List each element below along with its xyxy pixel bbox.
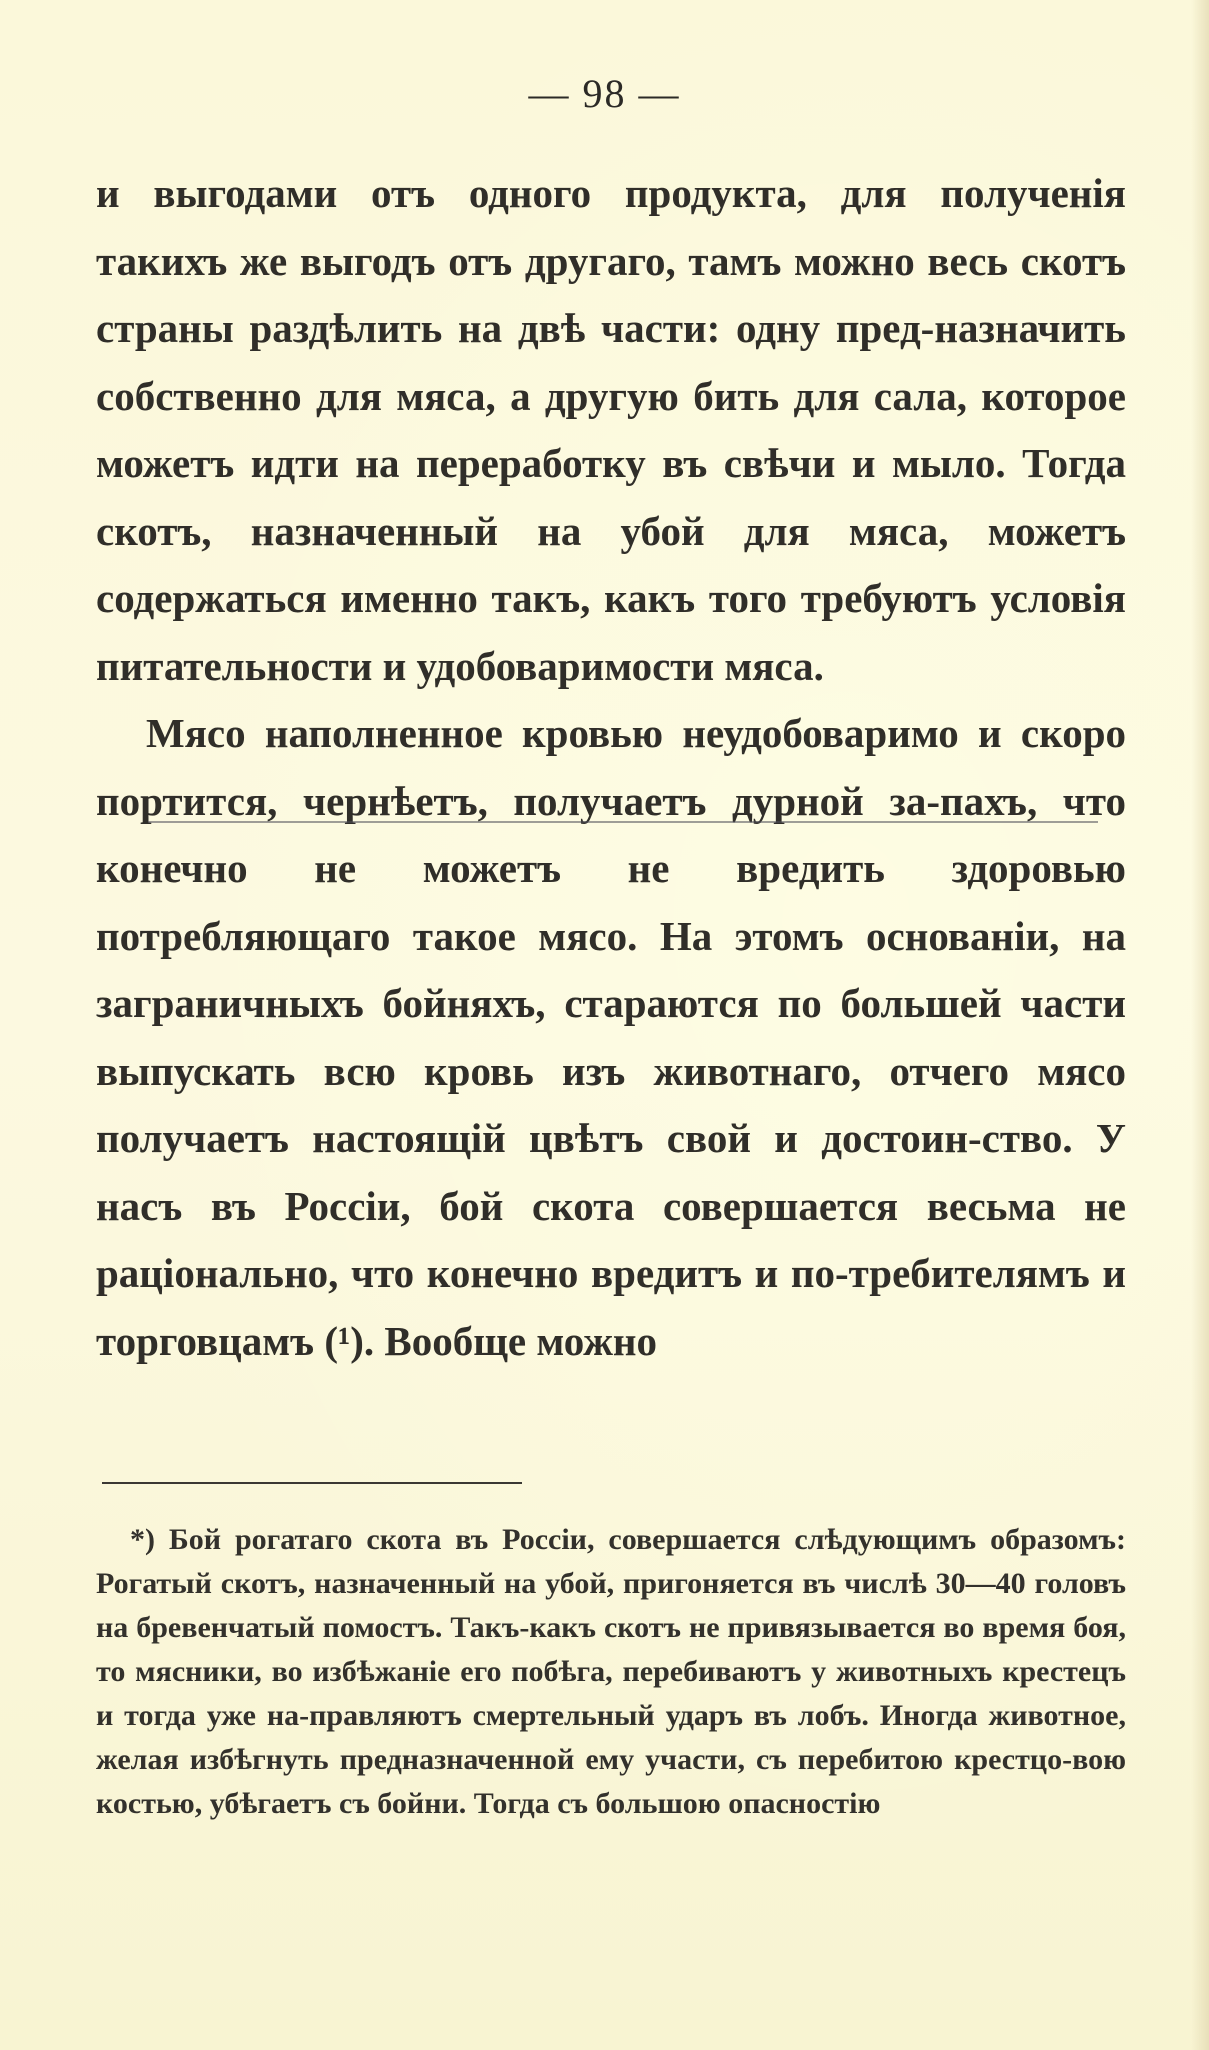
footnote (96, 1518, 1126, 1826)
footnote-separator (102, 1482, 522, 1484)
paragraph-1: и выгодами отъ одного продукта, для полученія такихъ же выгодъ отъ другаго, тамъ можно весь скотъ страны раздѣлить на двѣ части: одну пред-назначить собственно для мяса, а другую бить для сала, которое можетъ идти на переработку въ свѣчи и мыло. Тогда скотъ, назначенный на убой для мяса, можетъ содержаться именно такъ, какъ того требуютъ условія питательности и удобоваримости мяса. (96, 170, 1126, 689)
footnote-text: *) Бой рогатаго скота въ Россіи, совершается слѣдующимъ образомъ: Рогатый скотъ, назначенный на убой, пригоняется въ числѣ 30—40 головъ на бревенчатый помостъ. Такъ-какъ скотъ не привязывается во время боя, то мясники, во избѣжаніе его побѣга, перебиваютъ у животныхъ крестецъ и тогда уже на-правляютъ смертельный ударъ въ лобъ. Иногда животное, желая избѣгнуть предназначенной ему участи, съ перебитою крестцо-вою костью, убѣгаетъ съ бойни. Тогда съ большою опасностію (96, 1523, 1126, 1820)
page-number: — 98 — (528, 71, 681, 116)
main-text (96, 160, 1126, 1375)
page-edge-shadow (1191, 0, 1209, 2050)
pencil-underline (148, 821, 1098, 823)
paragraph-2: Мясо наполненное кровью неудобоваримо и скоро портится, чернѣетъ, получаетъ дурной за-пахъ, что конечно не можетъ не вредить здоровью потребляющаго такое мясо. На этомъ основаніи, на заграничныхъ бойняхъ, стараются по большей части выпускать всю кровь изъ животнаго, отчего мясо получаетъ настоящій цвѣтъ свой и достоин-ство. У насъ въ Россіи, бой скота совершается весьма не раціонально, что конечно вредитъ и по-требителямъ и торговцамъ (¹). Вообще можно (96, 710, 1126, 1364)
